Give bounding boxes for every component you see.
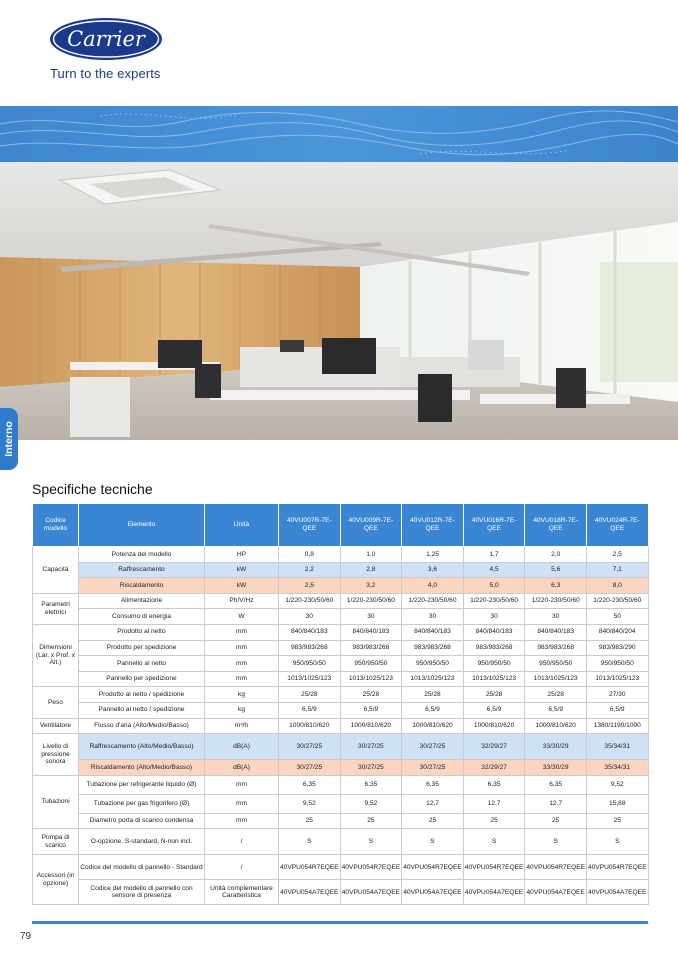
spec-value-cell: 4,0 xyxy=(402,578,464,594)
spec-value-cell: 25 xyxy=(279,813,341,829)
spec-value-cell: 8,0 xyxy=(586,578,648,594)
spec-value-cell: 1/220-230/50/60 xyxy=(525,593,587,609)
spec-unit-cell: / xyxy=(205,829,279,855)
spec-element-cell: Alimentazione xyxy=(79,593,205,609)
spec-element-cell: Flusso d'aria (Alto/Medio/Basso) xyxy=(79,718,205,734)
table-row xyxy=(33,813,649,829)
spec-value-cell: 40VPU054R7EQEE xyxy=(463,855,525,880)
spec-value-cell: 3,2 xyxy=(340,578,402,594)
spec-value-cell: 40VPU054R7EQEE xyxy=(279,855,341,880)
spec-value-cell: 40VPU054A7EQEE xyxy=(586,880,648,905)
spec-value-cell: 30 xyxy=(402,609,464,625)
spec-value-cell: 25/28 xyxy=(463,687,525,703)
spec-value-cell: 1/220-230/50/60 xyxy=(402,593,464,609)
table-row xyxy=(33,624,649,640)
spec-element-cell: Prodotto al netto / spedizione xyxy=(79,687,205,703)
spec-value-cell: 25/28 xyxy=(525,687,587,703)
spec-unit-cell: kW xyxy=(205,578,279,594)
spec-value-cell: S xyxy=(463,829,525,855)
table-row xyxy=(33,829,649,855)
spec-value-cell: 2,5 xyxy=(586,547,648,563)
spec-value-cell: 6,35 xyxy=(463,775,525,794)
spec-value-cell: 1/220-230/50/60 xyxy=(279,593,341,609)
side-tab-label: Interno xyxy=(3,421,15,457)
spec-element-cell: Raffrescamento (Alto/Medio/Basso) xyxy=(79,734,205,760)
spec-unit-cell: Unità complementare Caratteristica xyxy=(205,880,279,905)
table-row xyxy=(33,687,649,703)
spec-value-cell: 1000/810/620 xyxy=(525,718,587,734)
group-capacita: Capacità xyxy=(33,547,79,594)
spec-value-cell: 1000/810/620 xyxy=(402,718,464,734)
spec-element-cell: Codice del modello di pannello - Standard xyxy=(79,855,205,880)
spec-table-body xyxy=(33,547,649,905)
spec-value-cell: 1/220-230/50/60 xyxy=(340,593,402,609)
spec-value-cell: 27/30 xyxy=(586,687,648,703)
spec-value-cell: 1013/1025/123 xyxy=(340,671,402,687)
spec-value-cell: 25/28 xyxy=(279,687,341,703)
spec-element-cell: Pannello al netto / spedizione xyxy=(79,702,205,718)
spec-value-cell: 950/950/50 xyxy=(586,656,648,672)
spec-value-cell: 25 xyxy=(402,813,464,829)
table-row xyxy=(33,880,649,905)
spec-value-cell: 30 xyxy=(279,609,341,625)
spec-value-cell: 6,5/9 xyxy=(402,702,464,718)
spec-value-cell: 33/30/29 xyxy=(525,760,587,776)
spec-unit-cell: dB(A) xyxy=(205,760,279,776)
spec-element-cell: Codice del modello di pannello con sensore di presenza xyxy=(79,880,205,905)
spec-value-cell: 950/950/50 xyxy=(463,656,525,672)
spec-unit-cell: mm xyxy=(205,794,279,813)
spec-value-cell: 40VPU054R7EQEE xyxy=(340,855,402,880)
table-row xyxy=(33,640,649,656)
table-row xyxy=(33,718,649,734)
spec-unit-cell: HP xyxy=(205,547,279,563)
spec-unit-cell: mm xyxy=(205,624,279,640)
spec-value-cell: 840/840/183 xyxy=(402,624,464,640)
spec-value-cell: 3,6 xyxy=(402,562,464,578)
carrier-logo xyxy=(48,16,164,62)
spec-value-cell: 30/27/25 xyxy=(402,734,464,760)
spec-value-cell: S xyxy=(525,829,587,855)
spec-value-cell: 1,7 xyxy=(463,547,525,563)
spec-table-container xyxy=(32,503,648,905)
spec-element-cell: Raffrescamento xyxy=(79,562,205,578)
table-header-row xyxy=(33,504,649,547)
spec-value-cell: 1/220-230/50/60 xyxy=(586,593,648,609)
spec-value-cell: 6,5/9 xyxy=(586,702,648,718)
spec-value-cell: 30/27/25 xyxy=(340,760,402,776)
spec-value-cell: 25 xyxy=(340,813,402,829)
spec-value-cell: 950/950/50 xyxy=(525,656,587,672)
header-model: 40VU007R-7E-QEE xyxy=(279,504,341,547)
spec-value-cell: 983/983/268 xyxy=(402,640,464,656)
spec-value-cell: 25 xyxy=(586,813,648,829)
table-row xyxy=(33,562,649,578)
spec-value-cell: 12,7 xyxy=(402,794,464,813)
spec-value-cell: 35/34/31 xyxy=(586,760,648,776)
group-livello-pressione-sonora: Livello di pressione sonora xyxy=(33,734,79,776)
spec-element-cell: Prodotto per spedizione xyxy=(79,640,205,656)
spec-value-cell: 1380/1190/1000 xyxy=(586,718,648,734)
header-unit: Unità xyxy=(205,504,279,547)
spec-value-cell: 30/27/25 xyxy=(279,734,341,760)
spec-unit-cell: mm xyxy=(205,671,279,687)
spec-unit-cell: kg xyxy=(205,702,279,718)
table-row xyxy=(33,794,649,813)
spec-value-cell: 2,8 xyxy=(340,562,402,578)
header-model: 40VU009R-7E-QEE xyxy=(340,504,402,547)
group-parametri-elettrici: Parametri elettrici xyxy=(33,593,79,624)
spec-value-cell: 9,52 xyxy=(340,794,402,813)
spec-value-cell: 1,25 xyxy=(402,547,464,563)
table-bottom-rule xyxy=(32,921,648,924)
spec-value-cell: 30/27/25 xyxy=(402,760,464,776)
section-title: Specifiche tecniche xyxy=(32,481,153,497)
spec-value-cell: 840/840/183 xyxy=(463,624,525,640)
group-tubazioni: Tubazioni xyxy=(33,775,79,829)
spec-value-cell: 30 xyxy=(340,609,402,625)
spec-unit-cell: dB(A) xyxy=(205,734,279,760)
spec-value-cell: 1013/1025/123 xyxy=(402,671,464,687)
spec-value-cell: 1000/810/620 xyxy=(279,718,341,734)
spec-unit-cell: kg xyxy=(205,687,279,703)
spec-unit-cell: mm xyxy=(205,813,279,829)
spec-value-cell: 40VPU054A7EQEE xyxy=(525,880,587,905)
spec-value-cell: 30/27/25 xyxy=(340,734,402,760)
table-row xyxy=(33,671,649,687)
spec-element-cell: Prodotto al netto xyxy=(79,624,205,640)
table-row xyxy=(33,760,649,776)
office-photo xyxy=(0,162,678,440)
spec-value-cell: 9,52 xyxy=(586,775,648,794)
spec-value-cell: 4,5 xyxy=(463,562,525,578)
spec-value-cell: 1013/1025/123 xyxy=(279,671,341,687)
spec-value-cell: 1013/1025/123 xyxy=(525,671,587,687)
spec-value-cell: 1013/1025/123 xyxy=(463,671,525,687)
header-code: Codice modello xyxy=(33,504,79,547)
spec-value-cell: 2,5 xyxy=(279,578,341,594)
page-number: 79 xyxy=(20,931,32,942)
spec-value-cell: 6,35 xyxy=(525,775,587,794)
spec-value-cell: 983/983/268 xyxy=(340,640,402,656)
header-element: Elemento xyxy=(79,504,205,547)
group-peso: Peso xyxy=(33,687,79,718)
spec-value-cell: 2,2 xyxy=(279,562,341,578)
spec-value-cell: 40VPU054A7EQEE xyxy=(402,880,464,905)
spec-unit-cell: W xyxy=(205,609,279,625)
group-dimensioni: Dimensioni (Lar. x Prof. x Alt.) xyxy=(33,624,79,686)
spec-value-cell: 5,6 xyxy=(525,562,587,578)
spec-value-cell: 40VPU054R7EQEE xyxy=(525,855,587,880)
spec-value-cell: 983/983/268 xyxy=(463,640,525,656)
spec-value-cell: 25 xyxy=(463,813,525,829)
table-row xyxy=(33,593,649,609)
spec-value-cell: 950/950/50 xyxy=(402,656,464,672)
spec-value-cell: 6,5/9 xyxy=(463,702,525,718)
spec-value-cell: 33/30/29 xyxy=(525,734,587,760)
spec-value-cell: S xyxy=(340,829,402,855)
spec-value-cell: 1000/810/620 xyxy=(340,718,402,734)
spec-unit-cell: m³/h xyxy=(205,718,279,734)
spec-unit-cell: Ph/V/Hz xyxy=(205,593,279,609)
group-ventilatore: Ventilatore xyxy=(33,718,79,734)
logo-wordmark: Carrier xyxy=(67,27,145,51)
tagline: Turn to the experts xyxy=(50,66,161,81)
spec-value-cell: 7,1 xyxy=(586,562,648,578)
header-model: 40VU016R-7E-QEE xyxy=(463,504,525,547)
header-model: 40VU024R-7E-QEE xyxy=(586,504,648,547)
decorative-wave-band xyxy=(0,106,678,162)
spec-value-cell: 6,5/9 xyxy=(525,702,587,718)
spec-value-cell: 983/983/268 xyxy=(525,640,587,656)
spec-unit-cell: mm xyxy=(205,775,279,794)
spec-element-cell: Tubazione per gas frigorifero (Ø) xyxy=(79,794,205,813)
spec-value-cell: 25/28 xyxy=(340,687,402,703)
spec-element-cell: Pannello per spedizione xyxy=(79,671,205,687)
spec-value-cell: 30 xyxy=(463,609,525,625)
spec-value-cell: 40VPU054A7EQEE xyxy=(463,880,525,905)
table-row xyxy=(33,734,649,760)
spec-value-cell: S xyxy=(279,829,341,855)
spec-unit-cell: kW xyxy=(205,562,279,578)
spec-value-cell: 1/220-230/50/60 xyxy=(463,593,525,609)
header-model: 40VU018R-7E-QEE xyxy=(525,504,587,547)
spec-value-cell: 983/983/268 xyxy=(279,640,341,656)
table-row xyxy=(33,775,649,794)
spec-value-cell: 1,0 xyxy=(340,547,402,563)
spec-value-cell: 32/29/27 xyxy=(463,760,525,776)
table-row xyxy=(33,656,649,672)
table-row xyxy=(33,578,649,594)
spec-element-cell: Tubazione per refrigerante liquido (Ø) xyxy=(79,775,205,794)
table-row xyxy=(33,855,649,880)
spec-element-cell: Riscaldamento (Alto/Medio/Basso) xyxy=(79,760,205,776)
group-pompa-di-scarico: Pompa di scarico xyxy=(33,829,79,855)
spec-value-cell: 840/840/204 xyxy=(586,624,648,640)
spec-value-cell: 30/27/25 xyxy=(279,760,341,776)
spec-value-cell: 950/950/50 xyxy=(340,656,402,672)
spec-value-cell: 983/983/290 xyxy=(586,640,648,656)
spec-value-cell: 32/29/27 xyxy=(463,734,525,760)
side-tab-interno xyxy=(0,408,18,470)
spec-unit-cell: mm xyxy=(205,656,279,672)
spec-unit-cell: / xyxy=(205,855,279,880)
spec-value-cell: 6,35 xyxy=(340,775,402,794)
spec-value-cell: 9,52 xyxy=(279,794,341,813)
spec-value-cell: 40VPU054R7EQEE xyxy=(402,855,464,880)
table-row xyxy=(33,702,649,718)
spec-value-cell: 30 xyxy=(525,609,587,625)
spec-value-cell: 6,3 xyxy=(525,578,587,594)
spec-value-cell: 1013/1025/123 xyxy=(586,671,648,687)
spec-value-cell: 5,0 xyxy=(463,578,525,594)
spec-value-cell: 50 xyxy=(586,609,648,625)
spec-element-cell: O-opzione, S-standard, N-non incl. xyxy=(79,829,205,855)
header-model: 40VU012R-7E-QEE xyxy=(402,504,464,547)
spec-value-cell: 6,35 xyxy=(279,775,341,794)
spec-value-cell: 950/950/50 xyxy=(279,656,341,672)
spec-value-cell: 0,8 xyxy=(279,547,341,563)
spec-value-cell: 2,0 xyxy=(525,547,587,563)
spec-value-cell: 40VPU054R7EQEE xyxy=(586,855,648,880)
spec-value-cell: 25 xyxy=(525,813,587,829)
table-row xyxy=(33,609,649,625)
spec-element-cell: Diametro porta di scarico condensa xyxy=(79,813,205,829)
spec-value-cell: 6,35 xyxy=(402,775,464,794)
spec-value-cell: 12,7 xyxy=(525,794,587,813)
spec-value-cell: 40VPU054A7EQEE xyxy=(340,880,402,905)
spec-value-cell: 840/840/183 xyxy=(340,624,402,640)
spec-element-cell: Potenza del modello xyxy=(79,547,205,563)
spec-element-cell: Pannello al netto xyxy=(79,656,205,672)
spec-value-cell: 40VPU054A7EQEE xyxy=(279,880,341,905)
spec-element-cell: Riscaldamento xyxy=(79,578,205,594)
spec-value-cell: 25/28 xyxy=(402,687,464,703)
spec-value-cell: 35/34/31 xyxy=(586,734,648,760)
spec-value-cell: S xyxy=(586,829,648,855)
spec-value-cell: 840/840/183 xyxy=(279,624,341,640)
spec-value-cell: S xyxy=(402,829,464,855)
spec-value-cell: 12,7 xyxy=(463,794,525,813)
spec-value-cell: 6,5/9 xyxy=(279,702,341,718)
spec-value-cell: 6,5/9 xyxy=(340,702,402,718)
spec-element-cell: Consumo di energia xyxy=(79,609,205,625)
spec-table xyxy=(32,503,649,905)
spec-unit-cell: mm xyxy=(205,640,279,656)
table-row xyxy=(33,547,649,563)
spec-value-cell: 840/840/183 xyxy=(525,624,587,640)
group-accessori: Accessori (in opzione) xyxy=(33,855,79,905)
spec-value-cell: 15,88 xyxy=(586,794,648,813)
spec-value-cell: 1000/810/620 xyxy=(463,718,525,734)
